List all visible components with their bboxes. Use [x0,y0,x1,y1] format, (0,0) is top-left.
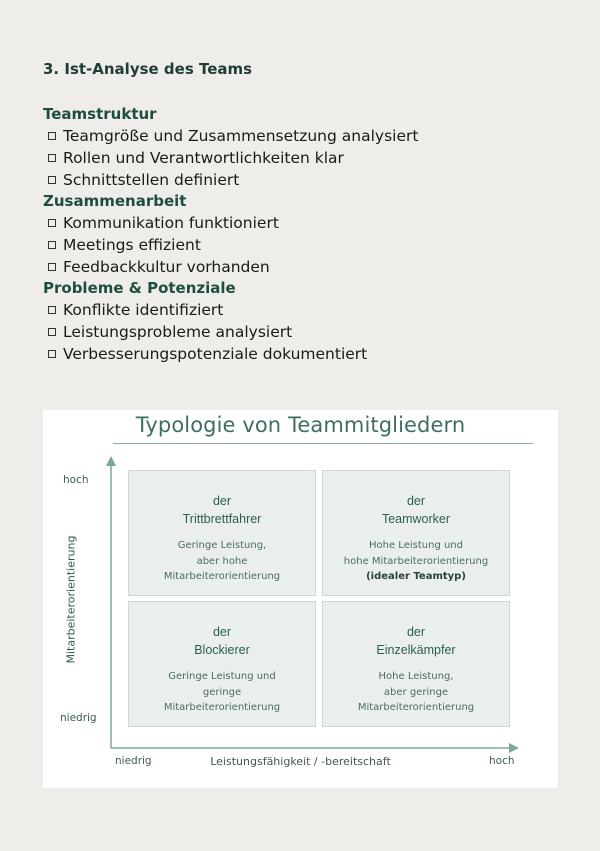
quadrant-description [129,669,315,716]
y-axis-low-label: niedrig [60,712,97,724]
quadrant-title [323,623,509,659]
item-label: Schnittstellen definiert [63,171,240,189]
checklist-item[interactable] [43,125,563,147]
item-label: Leistungsprobleme analysiert [63,323,293,341]
quadrant-name: Teamworker [381,512,451,526]
quadrant-title [129,492,315,528]
checkbox-icon[interactable] [48,241,56,249]
desc-line: Geringe Leistung und [168,671,276,682]
quadrant-article: der [406,494,426,508]
group-title: Probleme & Potenziale [43,279,236,297]
group-title: Teamstruktur [43,105,157,123]
checklist-item[interactable] [43,343,563,365]
y-axis-arrow-icon [106,456,116,466]
checklist-item[interactable] [43,321,563,343]
desc-line: geringe [202,686,242,698]
quadrant-name: Einzelkämpfer [376,643,456,657]
checklist-item[interactable] [43,234,563,256]
quadrant-teamworker [322,470,510,596]
item-label: Konflikte identifiziert [63,301,224,319]
item-label: Teamgröße und Zusammensetzung analysiert [63,127,419,145]
desc-line: Mitarbeiterorientierung [163,702,281,713]
checklist-item[interactable] [43,256,563,278]
x-axis-title: Leistungsfähigkeit / -bereitschaft [210,755,391,768]
item-label: Kommunikation funktioniert [63,214,279,232]
section-heading: 3. Ist-Analyse des Teams [43,60,253,78]
x-axis-arrow-icon [509,743,519,753]
quadrant-article: der [406,625,426,639]
checklist [43,104,563,365]
quadrant-blockierer [128,601,316,727]
item-label: Verbesserungspotenziale dokumentiert [63,345,368,363]
desc-line: aber geringe [383,686,449,698]
ideal-note: (idealer Teamtyp) [366,571,466,582]
quadrant-name: Trittbrettfahrer [182,512,262,526]
quadrant-name: Blockierer [194,643,250,657]
item-label: Rollen und Verantwortlichkeiten klar [63,149,344,167]
quadrant-title [323,492,509,528]
checklist-item[interactable] [43,212,563,234]
checkbox-icon[interactable] [48,306,56,314]
checklist-item[interactable] [43,169,563,191]
y-axis-title: Mitarbeiterorientierung [64,535,78,664]
checklist-item[interactable] [43,147,563,169]
y-axis-high-label: hoch [63,474,89,486]
checkbox-icon[interactable] [48,328,56,336]
checkbox-icon[interactable] [48,219,56,227]
group-teamstruktur [43,104,563,191]
item-label: Meetings effizient [63,236,201,254]
x-axis-high-label: hoch [489,755,515,767]
group-zusammenarbeit [43,191,563,278]
typology-figure [43,410,558,788]
checklist-item[interactable] [43,299,563,321]
quadrant-description [323,538,509,584]
figure-title: Typologie von Teammitgliedern [135,413,466,437]
quadrant-title [129,623,315,659]
desc-line: Mitarbeiterorientierung [163,571,281,582]
quadrant-article: der [212,494,232,508]
quadrant-description [129,538,315,585]
item-label: Feedbackkultur vorhanden [63,258,270,276]
checkbox-icon[interactable] [48,132,56,140]
checkbox-icon[interactable] [48,350,56,358]
desc-line: Hohe Leistung, [378,671,454,682]
x-axis-low-label: niedrig [115,755,152,767]
checkbox-icon[interactable] [48,154,56,162]
quadrant-article: der [212,625,232,639]
quadrant-description [323,669,509,716]
group-title: Zusammenarbeit [43,192,187,210]
desc-line: hohe Mitarbeiterorientierung [343,555,489,567]
quadrant-trittbrettfahrer [128,470,316,596]
checkbox-icon[interactable] [48,176,56,184]
desc-line: aber hohe [196,555,248,567]
quadrant-einzelkaempfer [322,601,510,727]
group-probleme-potenziale [43,278,563,365]
checkbox-icon[interactable] [48,263,56,271]
desc-line: Geringe Leistung, [177,540,267,551]
desc-line: Hohe Leistung und [369,540,463,551]
axes [43,410,558,788]
desc-line: Mitarbeiterorientierung [357,702,475,713]
